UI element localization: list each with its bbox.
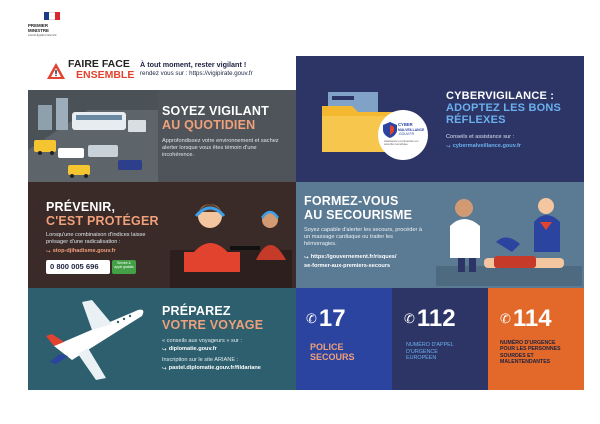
- logo-motto: Liberté Égalité Fraternité: [28, 34, 57, 37]
- airplane-illustration: [42, 296, 152, 384]
- phone-icon: ✆: [404, 311, 415, 326]
- number-112: 112: [416, 305, 456, 332]
- cyber-link-row[interactable]: [446, 143, 578, 150]
- stop-djihadisme-link[interactable]: stop-djihadisme.gouv.fr: [52, 248, 116, 254]
- secourisme-text: Soyez capable d'alerter les secours, procéder à un massage cardiaque ou traiter les hémorragies.: [304, 227, 422, 247]
- badge-sub: Assistance et prévention en sécurité numérique: [384, 139, 419, 147]
- phone-number: 0 800 005 696: [50, 262, 99, 271]
- cyber-title-1: CYBERVIGILANCE :: [446, 90, 555, 102]
- panel-number-112: [392, 288, 488, 390]
- secourisme-link-2[interactable]: se-former-aux-premiers-secours: [304, 263, 391, 269]
- number-114-label-4: MALENTENDANTES: [500, 359, 551, 366]
- ensemble-title: ENSEMBLE: [76, 69, 135, 81]
- secourisme-title-1: FORMEZ-VOUS: [304, 194, 399, 208]
- phone-icon: ✆: [306, 311, 317, 326]
- prevenir-title-1: PRÉVENIR,: [46, 200, 116, 214]
- cyber-title-2: ADOPTEZ LES BONS: [446, 102, 562, 114]
- link-arrow-icon: ↪: [46, 248, 51, 255]
- cyber-title-3: RÉFLEXES: [446, 114, 506, 126]
- panel-cyber: [296, 56, 584, 182]
- cyber-logo-icon: [383, 122, 397, 138]
- phone-icon: ✆: [500, 311, 511, 326]
- secourisme-link-row[interactable]: [304, 254, 436, 261]
- number-114-label-2: POUR LES PERSONNES: [500, 346, 561, 353]
- city-traffic-illustration: [28, 90, 158, 182]
- link-arrow-icon: ↪: [304, 254, 309, 261]
- vigilant-title-2: AU QUOTIDIEN: [162, 118, 256, 132]
- number-17-label-2: SECOURS: [310, 352, 355, 362]
- voyage-text-2: Inscription sur le site ARIANE :: [162, 357, 239, 363]
- warning-triangle-icon: [46, 62, 66, 80]
- header-strip: [40, 56, 296, 90]
- voyage-link-row-2[interactable]: [162, 365, 294, 372]
- secourisme-title-2: AU SECOURISME: [304, 208, 413, 222]
- free-call-badge: Service & appel gratuits: [112, 260, 136, 274]
- number-17-row[interactable]: [306, 306, 346, 332]
- number-114: 114: [512, 305, 552, 332]
- number-114-label-1: NUMÉRO D'URGENCE: [500, 340, 556, 346]
- link-arrow-icon: ↪: [162, 365, 167, 372]
- cyber-link[interactable]: cybermalveillance.gouv.fr: [452, 143, 521, 149]
- faire-face-title: FAIRE FACE: [68, 58, 130, 70]
- panel-secourisme: [296, 182, 584, 288]
- link-arrow-icon: ↪: [446, 143, 451, 150]
- secourisme-link-1[interactable]: https://gouvernement.fr/risques/: [310, 254, 397, 260]
- cyber-text: Conseils et assistance sur :: [446, 134, 515, 140]
- number-112-label-1: NUMÉRO D'APPEL: [406, 342, 454, 348]
- vigipirate-link[interactable]: rendez vous sur : https://vigipirate.gouv.fr: [140, 70, 253, 77]
- voyage-link-row-1[interactable]: [162, 346, 292, 353]
- badge-line1: CYBER: [398, 122, 413, 127]
- french-flag-icon: [44, 12, 60, 20]
- panel-number-17: [296, 288, 392, 390]
- number-112-label-2: D'URGENCE: [406, 348, 438, 355]
- number-17: 17: [318, 305, 346, 332]
- number-112-label-3: EUROPÉEN: [406, 355, 437, 362]
- vigilant-text: Approfondissez votre environnement et sachez alerter lorsque vous êtes témoin d'une incohérence.: [162, 138, 279, 158]
- phone-box[interactable]: [46, 260, 110, 274]
- prevenir-title-2: C'EST PROTÉGER: [46, 214, 159, 228]
- prevenir-link-row[interactable]: [46, 248, 170, 255]
- panel-number-114: [488, 288, 584, 390]
- prevenir-text: Lorsqu'une combinaison d'indices laisse présager d'une radicalisation :: [46, 232, 146, 245]
- voyage-title-1: PRÉPAREZ: [162, 304, 231, 318]
- panel-vigilant: [28, 90, 296, 182]
- cybermalveillance-badge: [378, 110, 428, 160]
- logo-line2: MINISTRE: [28, 28, 49, 33]
- panel-prevenir: [28, 182, 296, 288]
- number-17-label-1: POLICE: [310, 342, 344, 352]
- call-center-illustration: [170, 190, 292, 288]
- logo-wordmark: [28, 23, 68, 33]
- vigilance-tagline: À tout moment, rester vigilant !: [140, 60, 247, 69]
- logo-line1: PREMIER: [28, 23, 49, 28]
- diplomatie-link[interactable]: diplomatie.gouv.fr: [168, 346, 217, 352]
- first-aid-illustration: [436, 186, 582, 286]
- number-114-row[interactable]: [500, 306, 552, 332]
- badge-line3: .GOUV.FR: [398, 132, 415, 136]
- ariane-link[interactable]: pastel.diplomatie.gouv.fr/fildariane: [168, 365, 261, 371]
- link-arrow-icon: ↪: [162, 346, 167, 353]
- badge-line2: MALVEILLANCE: [398, 128, 425, 132]
- number-112-row[interactable]: [404, 306, 456, 332]
- number-114-label-3: SOURDES ET: [500, 352, 534, 359]
- vigilant-title-1: SOYEZ VIGILANT: [162, 104, 269, 118]
- voyage-text-1: « conseils aux voyageurs » sur :: [162, 338, 242, 344]
- panel-voyage: [28, 288, 296, 390]
- voyage-title-2: VOTRE VOYAGE: [162, 318, 264, 332]
